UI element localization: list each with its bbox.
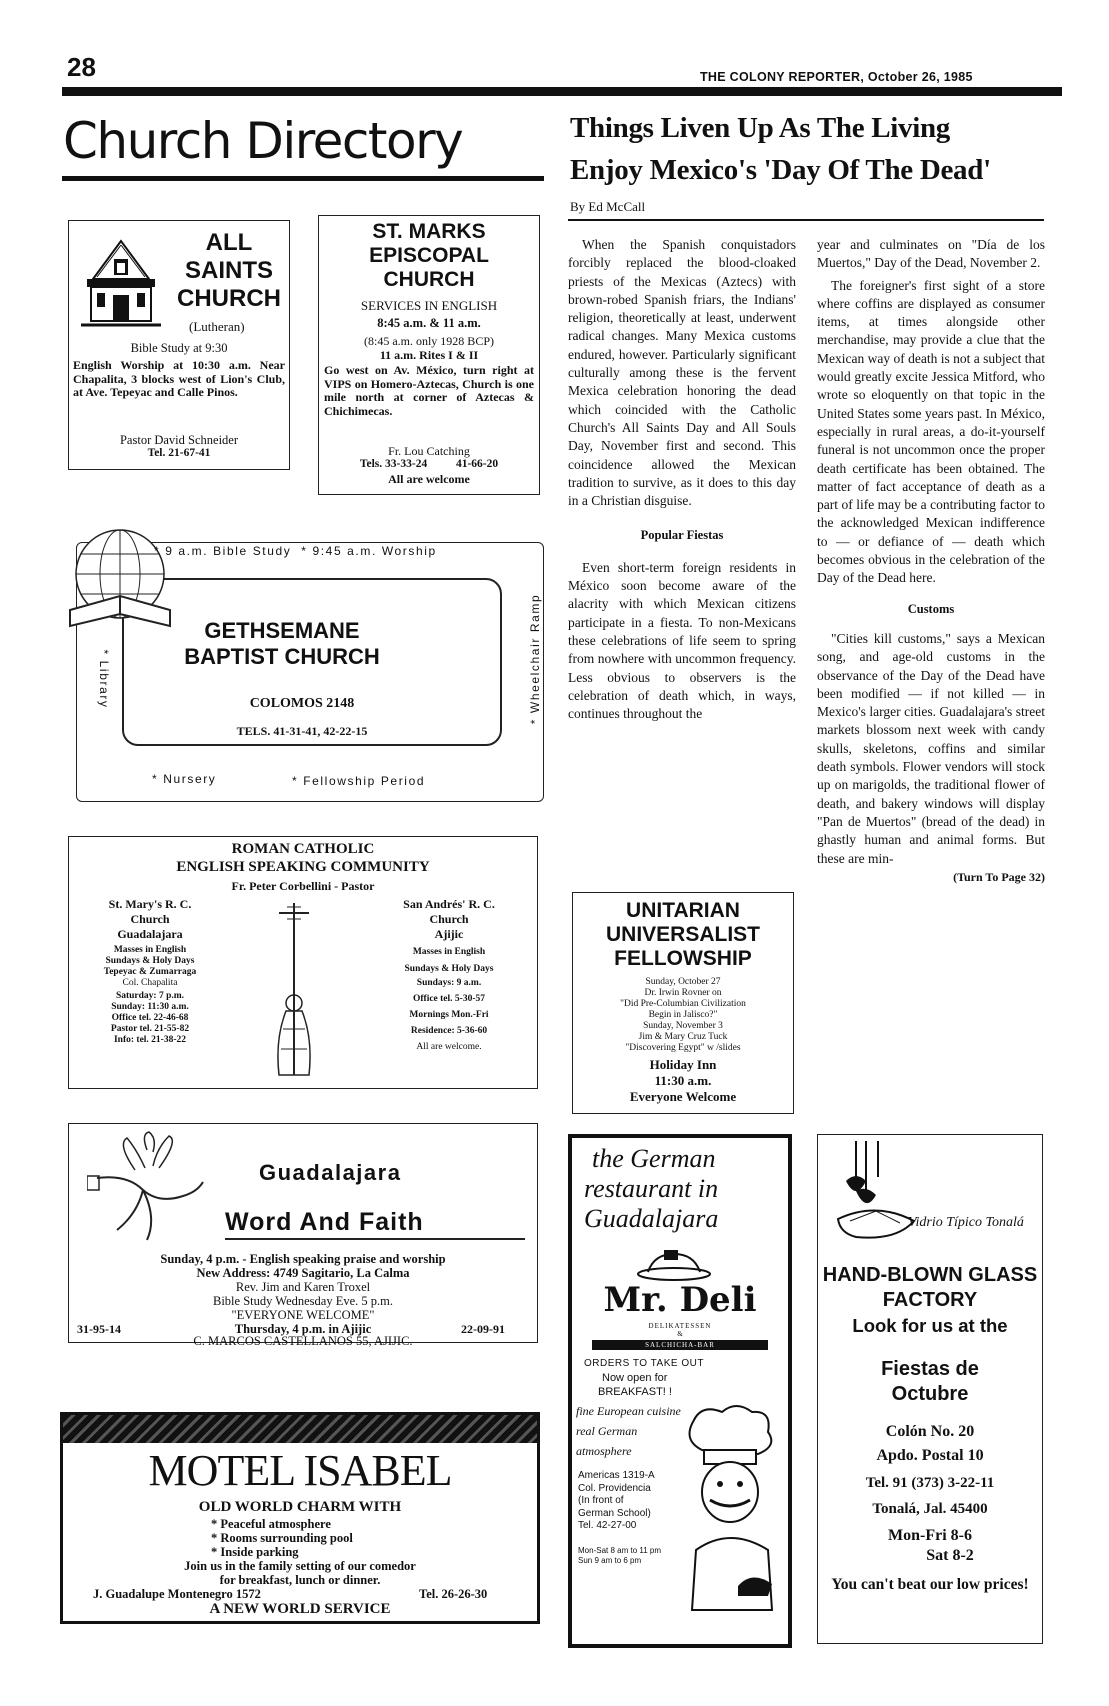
- deli-hours-0: Mon-Sat 8 am to 11 pm: [578, 1546, 661, 1555]
- motel-meals: for breakfast, lunch or dinner.: [219, 1573, 381, 1587]
- directory-title: Church Directory: [63, 112, 463, 170]
- rc-left-7: Saturday: 7 p.m.: [115, 991, 185, 1001]
- uu-line-5: Jim & Mary Cruz Tuck: [638, 1032, 728, 1042]
- headline-1: Things Liven Up As The Living: [570, 112, 950, 144]
- rc-left-3: Masses in English: [113, 945, 187, 955]
- uu-line-6: "Discovering Egypt" w /slides: [625, 1043, 741, 1053]
- tonala-ad: [817, 1134, 1043, 1644]
- uu-line-0: Sunday, October 27: [645, 977, 721, 987]
- wf-ajijic: Thursday, 4 p.m. in Ajijic: [234, 1322, 372, 1336]
- all-saints-tel: Tel. 21-67-41: [147, 447, 211, 459]
- st-marks-welcome: All are welcome: [388, 472, 470, 486]
- uu-name-1: UNITARIAN: [626, 899, 740, 922]
- saint-figure-icon: [259, 899, 329, 1079]
- rc-left-0: St. Mary's R. C.: [108, 897, 192, 911]
- gethsemane-tels: TELS. 41-31-41, 42-22-15: [236, 724, 368, 738]
- deli-sub-2: SALCHICHA-BAR: [645, 1341, 715, 1349]
- uu-name-2: UNIVERSALIST: [605, 923, 760, 946]
- subhead-customs: Customs: [907, 601, 955, 616]
- wf-address: New Address: 4749 Sagitario, La Calma: [196, 1266, 410, 1280]
- st-marks-rites: 11 a.m. Rites I & II: [379, 348, 479, 362]
- st-marks-ad: [318, 215, 540, 495]
- motel-name: MOTEL ISABEL: [148, 1446, 452, 1495]
- rc-title-2: ENGLISH SPEAKING COMMUNITY: [176, 859, 430, 875]
- st-marks-name-1: ST. MARKS: [372, 220, 486, 243]
- deli-amp: &: [677, 1330, 683, 1338]
- rc-left-5: Tepeyac & Zumarraga: [103, 967, 197, 977]
- rc-right-6: Office tel. 5-30-57: [412, 994, 485, 1004]
- directory-rule: [62, 176, 544, 181]
- deli-intro-1: the German: [592, 1144, 716, 1173]
- deli-address-3: German School): [578, 1507, 651, 1519]
- all-saints-name-3: CHURCH: [177, 285, 281, 312]
- rc-left-6: Col. Chapalita: [122, 978, 178, 988]
- all-saints-denomination: (Lutheran): [189, 319, 245, 334]
- rc-right-1: Church: [429, 912, 469, 926]
- article-col2-p2: The foreigner's first sight of a store where coffins are displayed as consumer items, at times alongside other merchandise, may provide a clue that the Mexican way of death is not a subject that would greatly excite Jessica Mitford, who wrote so eloquently on that topic in the United States some years past. In México, especially in rural areas, a do-it-yourself funeral is not uncommon once the proper death certificate has been obtained. The matter of fact acceptance of death as a part of life may be a contributing factor to the acknowledged Mexican indifference to — or defiance of — death which becomes obvious in the celebration of the Day of the Dead here.: [817, 277, 1045, 586]
- roman-catholic-ad: [68, 836, 538, 1089]
- header-rule: [62, 87, 1062, 96]
- dove-icon: [87, 1130, 207, 1246]
- st-marks-name-3: CHURCH: [383, 268, 475, 291]
- article-col2-p1: year and culminates on "Día de los Muertos," Day of the Dead, November 2.: [817, 237, 1045, 271]
- all-saints-bible-study: Bible Study at 9:30: [130, 341, 228, 355]
- deli-breakfast-2: BREAKFAST! !: [598, 1386, 672, 1398]
- gethsemane-name-1: GETHSEMANE: [204, 618, 360, 643]
- page-number: 28: [67, 52, 96, 82]
- deli-hours: [578, 1546, 661, 1566]
- deli-name: Mr. Deli: [603, 1280, 757, 1320]
- uu-time: 11:30 a.m.: [654, 1073, 712, 1088]
- gethsemane-top-line: * 9 a.m. Bible Study * 9:45 a.m. Worship: [154, 544, 437, 558]
- all-saints-pastor: Pastor David Schneider: [119, 433, 239, 447]
- deli-cuisine-0: fine European cuisine: [576, 1404, 681, 1418]
- wf-pastors: Rev. Jim and Karen Troxel: [235, 1280, 371, 1294]
- tonala-fiestas: Fiestas de Octubre: [881, 1358, 979, 1405]
- church-building-icon: [81, 239, 161, 329]
- gethsemane-bottom-right: * Fellowship Period: [292, 774, 426, 788]
- tonala-hours-1: Mon-Fri 8-6: [888, 1527, 972, 1544]
- rc-right-4: Sundays & Holy Days: [404, 964, 494, 974]
- rc-left-11: Info: tel. 21-38-22: [113, 1035, 187, 1045]
- subhead-popular-fiestas: Popular Fiestas: [640, 528, 724, 543]
- gethsemane-right-side: * Wheelchair Ramp: [528, 593, 542, 725]
- all-saints-name-2: SAINTS: [184, 257, 273, 284]
- st-marks-tels: Tels. 33-33-24 41-66-20: [359, 458, 499, 470]
- rc-left-8: Sunday: 11:30 a.m.: [111, 1002, 189, 1012]
- tonala-hours-2: Sat 8-2: [926, 1547, 974, 1564]
- tonala-slogan: You can't beat our low prices!: [831, 1576, 1029, 1593]
- wf-tel-left: 31-95-14: [77, 1322, 121, 1336]
- rc-right-0: San Andrés' R. C.: [403, 897, 495, 911]
- jump-line[interactable]: (Turn To Page 32): [953, 869, 1045, 884]
- deli-hours-1: Sun 9 am to 6 pm: [578, 1556, 642, 1565]
- rc-title-1: ROMAN CATHOLIC: [231, 841, 375, 857]
- deli-breakfast-1: Now open for: [602, 1372, 668, 1384]
- article-col1-p1: When the Spanish conquistadors forcibly replaced the blood-cloaked priests of the Mexicas (Aztecs) with brown-robed Spanish friars, the Indians' religion, theoretically at least, underwent radical changes. Many Mexica customs endured, however. Particularly significant culturally among these is the fervent Mexica celebration honoring the dead which coincided with the Catholic Church's All Saints Day and All Souls Day, November first and second. This coincidence allowed the Mexican tradition to survive, as it does to this day in a Christian disguise.: [568, 237, 796, 509]
- wf-city: Guadalajara: [259, 1160, 402, 1185]
- chef-icon: [672, 1400, 782, 1620]
- deli-intro-2: restaurant in: [584, 1174, 719, 1203]
- uu-lines: [573, 977, 793, 1054]
- wf-sunday: Sunday, 4 p.m. - English speaking praise and worship: [160, 1252, 446, 1266]
- tonala-look: Look for us at the: [852, 1315, 1008, 1336]
- uu-line-2: "Did Pre-Columbian Civilization: [620, 999, 746, 1009]
- motel-tagline: OLD WORLD CHARM WITH: [198, 1499, 402, 1515]
- deli-sub: DELIKATESSEN: [648, 1322, 712, 1330]
- wf-name: Word And Faith: [225, 1208, 424, 1236]
- rc-left-9: Office tel. 22-46-68: [111, 1013, 189, 1023]
- gethsemane-name-2: BAPTIST CHURCH: [184, 644, 380, 669]
- mr-deli-ad: [568, 1134, 792, 1648]
- motel-service: A NEW WORLD SERVICE: [209, 1601, 391, 1617]
- wf-welcome: "EVERYONE WELCOME": [231, 1308, 375, 1322]
- article-col2-p3: "Cities kill customs," says a Mexican song, and age-old customs in the observance of the Day of the Dead have been modified — if not killed — in Mexico's larger cities. Guadalajara's street markets blossom next week with candy skulls, skeletons, coffins and similar death symbols. Flower vendors will stock up on marigolds, the traditional flower of death, and bakery windows will display "Pan de Muertos" (bread of the dead) in ghastly human and animal forms. But these are min-: [817, 630, 1045, 866]
- all-saints-ad: [68, 220, 290, 470]
- deli-intro-3: Guadalajara: [584, 1204, 719, 1233]
- all-saints-name-1: ALL: [205, 229, 253, 256]
- gethsemane-address: COLOMOS 2148: [249, 696, 355, 711]
- tonala-logo: Vidrio Típico Tonalá: [908, 1215, 1024, 1230]
- uu-line-1: Dr. Irwin Rovner on: [644, 988, 722, 998]
- st-marks-pastor: Fr. Lou Catching: [388, 444, 470, 458]
- rc-right-8: Residence: 5-36-60: [410, 1026, 488, 1036]
- rc-right-2: Ajijic: [434, 927, 464, 941]
- headline-2: Enjoy Mexico's 'Day Of The Dead': [570, 154, 991, 186]
- rc-right-3: Masses in English: [412, 947, 486, 957]
- tonala-address: Colón No. 20: [885, 1423, 975, 1440]
- deli-address-1: Col. Providencia: [578, 1482, 651, 1494]
- motel-join: Join us in the family setting of our comedor: [184, 1559, 416, 1573]
- rc-pastor: Fr. Peter Corbellini - Pastor: [231, 879, 375, 893]
- rc-left-1: Church: [130, 912, 170, 926]
- deli-platter-icon: [634, 1248, 714, 1282]
- wf-bible: Bible Study Wednesday Eve. 5 p.m.: [213, 1294, 393, 1308]
- tonala-city: Tonalá, Jal. 45400: [872, 1501, 988, 1517]
- word-faith-ad: [68, 1123, 538, 1348]
- st-marks-directions: Go west on Av. México, turn right at VIPS on Homero-Aztecas, Church is one mile north at corner of Aztecas & Chichimecas.: [324, 363, 534, 418]
- globe-bible-icon: [62, 522, 172, 632]
- article-col-2: [817, 236, 1045, 886]
- rc-right-9: All are welcome.: [416, 1042, 482, 1052]
- article-rule: [568, 219, 1044, 221]
- motel-tel: Tel. 26-26-30: [419, 1587, 488, 1601]
- uu-line-4: Sunday, November 3: [643, 1021, 723, 1031]
- glass-lamp-icon: [836, 1141, 926, 1251]
- all-saints-worship: English Worship at 10:30 a.m. Near Chapalita, 3 blocks west of Lion's Club, at Ave. Tepeyac and Calle Pinos.: [73, 358, 285, 399]
- deli-cuisine-1: real German: [576, 1424, 638, 1438]
- deli-address-2: (In front of: [578, 1495, 624, 1506]
- st-marks-times: 8:45 a.m. & 11 a.m.: [377, 316, 481, 330]
- deli-orders: ORDERS TO TAKE OUT: [584, 1358, 704, 1369]
- byline: By Ed McCall: [570, 199, 646, 214]
- st-marks-note: (8:45 a.m. only 1928 BCP): [363, 334, 494, 348]
- unitarian-ad: [572, 892, 794, 1114]
- masthead: THE COLONY REPORTER, October 26, 1985: [700, 70, 973, 84]
- deli-address-0: Americas 1319-A: [578, 1470, 655, 1481]
- wf-address-2: C. MARCOS CASTELLANOS 55, AJIJIC.: [193, 1334, 413, 1348]
- tonala-postal: Apdo. Postal 10: [876, 1447, 984, 1464]
- gethsemane-ad: [62, 522, 544, 807]
- deli-cuisine-2: atmosphere: [576, 1444, 632, 1458]
- rc-right-7: Mornings Mon.-Fri: [409, 1010, 489, 1020]
- motel-feature-0: * Peaceful atmosphere: [211, 1517, 331, 1531]
- st-marks-services: SERVICES IN ENGLISH: [360, 298, 498, 313]
- tonala-title: HAND-BLOWN GLASS FACTORY: [822, 1264, 1038, 1311]
- gethsemane-bottom-left: * Nursery: [152, 772, 217, 786]
- motel-address: J. Guadalupe Montenegro 1572: [93, 1587, 261, 1601]
- motel-isabel-ad: [60, 1412, 540, 1624]
- uu-line-3: Begin in Jalisco?": [648, 1010, 718, 1020]
- deli-address: [578, 1470, 688, 1533]
- uu-venue: Holiday Inn: [649, 1057, 717, 1072]
- rc-left-4: Sundays & Holy Days: [105, 956, 195, 966]
- rc-right-col: [369, 897, 529, 1053]
- gethsemane-left-side: * Library: [97, 649, 111, 709]
- wf-tel-right: 22-09-91: [461, 1322, 505, 1336]
- motel-feature-2: * Inside parking: [211, 1545, 299, 1559]
- rc-right-5: Sundays: 9 a.m.: [416, 978, 482, 988]
- rc-left-col: [75, 897, 225, 1046]
- motel-feature-1: * Rooms surrounding pool: [211, 1531, 353, 1545]
- article-col1-p2: Even short-term foreign residents in México soon become aware of the alacrity with which Mexican citizens participate in a fiesta. To non-Mexicans these celebrations of life seem to spring from nowhere with uncommon frequency. Less obvious to observers is the celebration of death which, in ways, continues throughout the: [568, 559, 796, 722]
- uu-name-3: FELLOWSHIP: [614, 947, 752, 970]
- st-marks-name-2: EPISCOPAL: [369, 244, 489, 267]
- deli-address-4: Tel. 42-27-00: [578, 1520, 637, 1531]
- rc-left-2: Guadalajara: [117, 927, 183, 941]
- uu-welcome: Everyone Welcome: [629, 1089, 737, 1104]
- tonala-tel: Tel. 91 (373) 3-22-11: [865, 1475, 995, 1491]
- article-col-1: [568, 236, 796, 723]
- rc-left-10: Pastor tel. 21-55-82: [110, 1024, 190, 1034]
